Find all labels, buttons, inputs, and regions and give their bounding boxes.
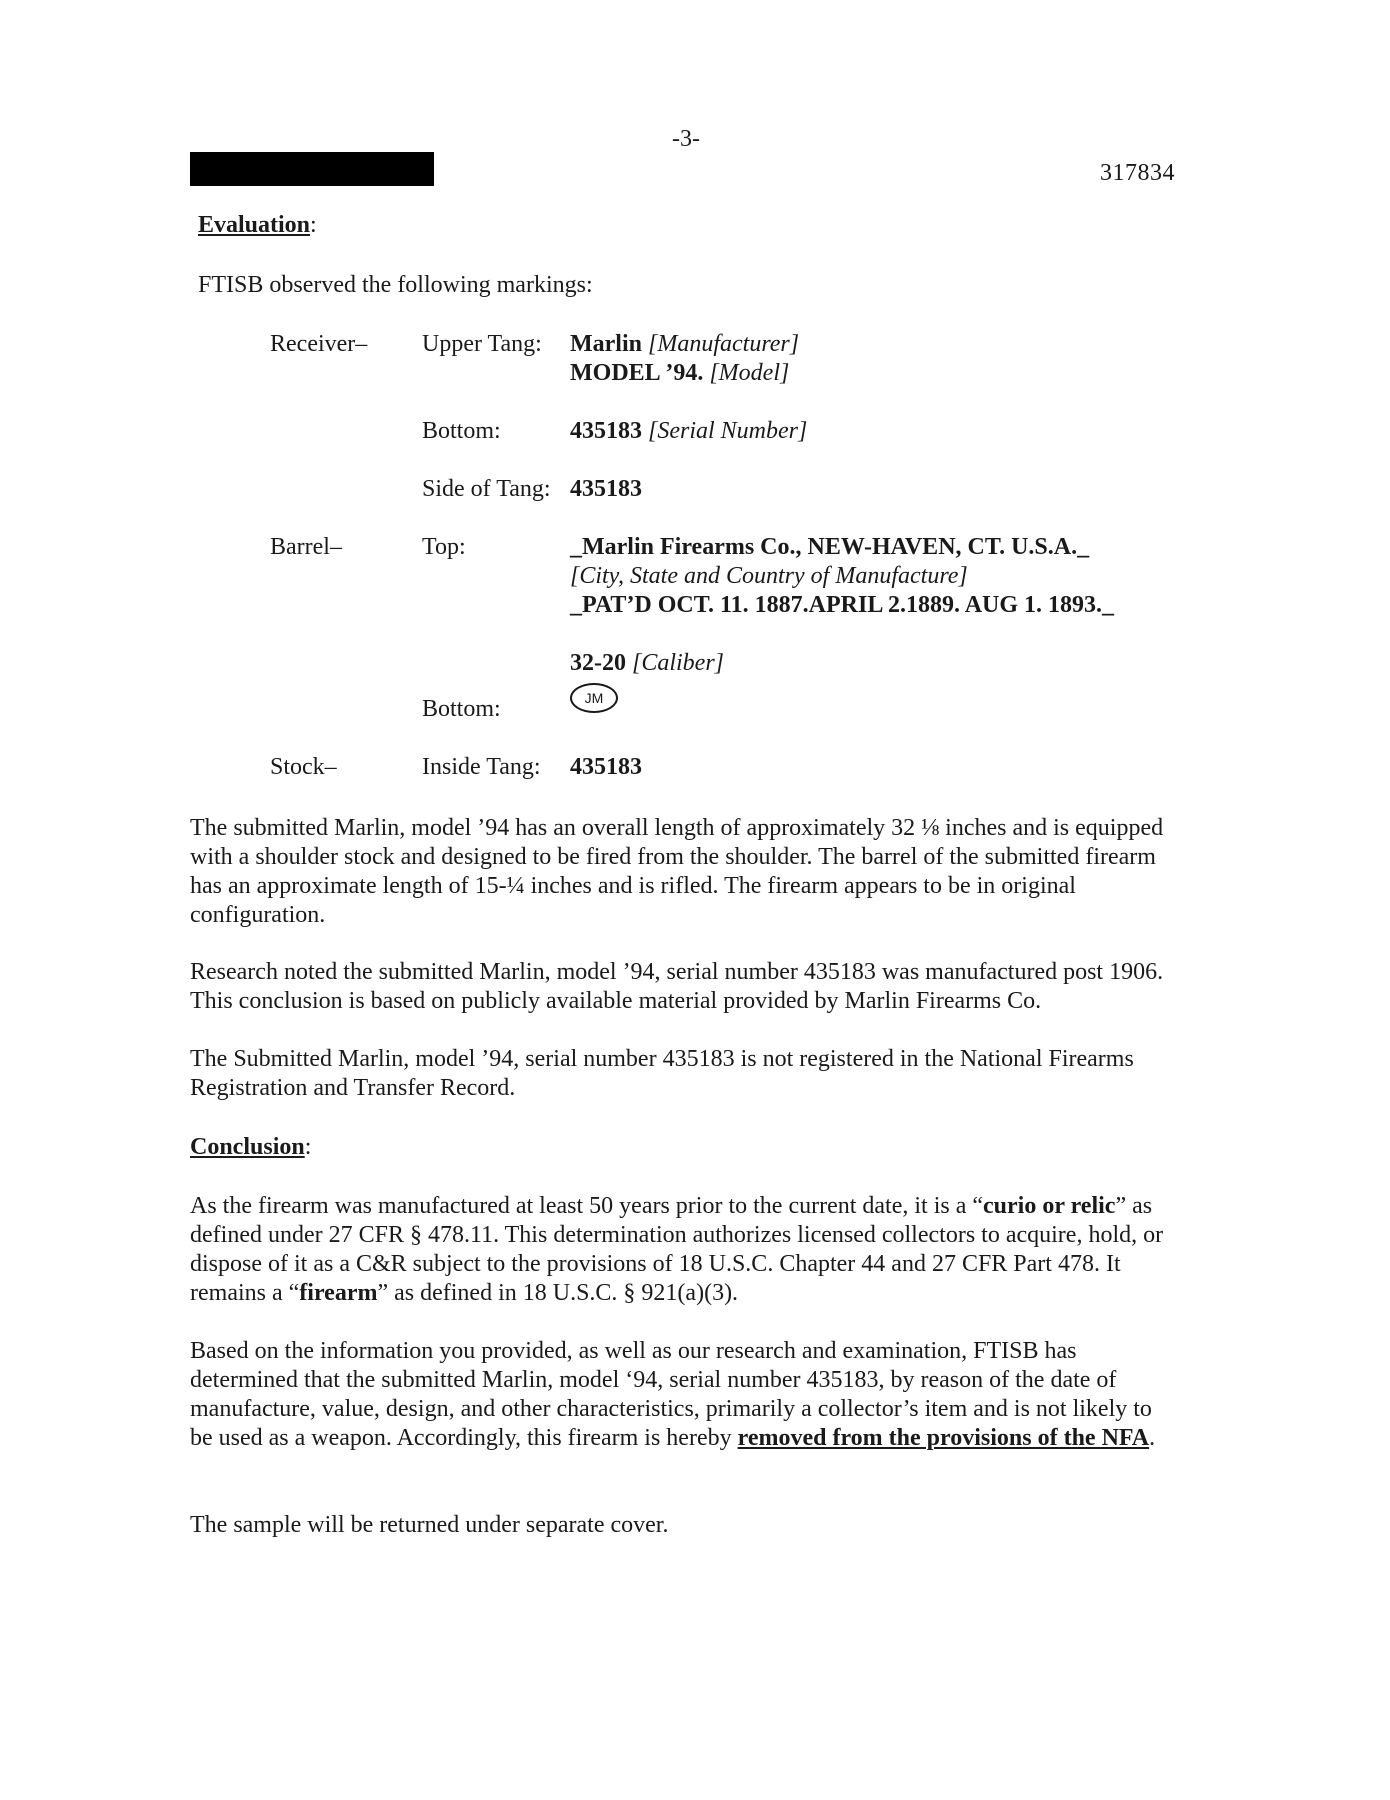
paragraph-research: Research noted the submitted Marlin, model ’94, serial number 435183 was manufactured post 1906. This conclusion is based on publicly available material provided by Marlin Firearms Co. bbox=[190, 959, 1164, 1014]
side-tang-value: 435183 bbox=[570, 476, 642, 502]
receiver-bottom-label: Bottom: bbox=[422, 418, 501, 444]
paragraph-curio-relic bbox=[190, 1192, 1180, 1308]
inside-tang-label: Inside Tang: bbox=[422, 754, 541, 780]
paragraph-registration: The Submitted Marlin, model ’94, serial number 435183 is not registered in the National Firearms Registration and Transfer Record. bbox=[190, 1046, 1134, 1101]
side-tang-label: Side of Tang: bbox=[422, 476, 551, 502]
barrel-top-note: [City, State and Country of Manufacture] bbox=[570, 563, 968, 589]
barrel-bottom-label: Bottom: bbox=[422, 696, 501, 722]
model-note: [Model] bbox=[709, 360, 790, 386]
caliber-note: [Caliber] bbox=[632, 650, 725, 676]
barrel-top-value2: _PAT’D OCT. 11. 1887.APRIL 2.1889. AUG 1. 1893._ bbox=[570, 592, 1115, 618]
curio-or-relic-term: curio or relic bbox=[983, 1193, 1116, 1219]
evaluation-heading bbox=[198, 212, 317, 239]
serial-number-row bbox=[570, 418, 807, 445]
inside-tang-value: 435183 bbox=[570, 754, 642, 780]
removed-from-nfa-term: removed from the provisions of the NFA bbox=[737, 1425, 1150, 1451]
upper-tang-label: Upper Tang: bbox=[422, 331, 542, 357]
barrel-top-value1: _Marlin Firearms Co., NEW-HAVEN, CT. U.S.A._ bbox=[570, 534, 1090, 560]
conclusion-heading-colon: : bbox=[304, 1134, 312, 1160]
redaction-block bbox=[190, 152, 434, 186]
receiver-label: Receiver– bbox=[270, 331, 368, 357]
stock-label: Stock– bbox=[270, 754, 337, 780]
curio-text-a: As the firearm was manufactured at least 50 years prior to the current date, it is a “ bbox=[190, 1193, 984, 1219]
evaluation-heading-text: Evaluation bbox=[198, 212, 311, 238]
evaluation-heading-colon: : bbox=[310, 212, 317, 238]
barrel-label: Barrel– bbox=[270, 534, 342, 560]
paragraph-sample-returned: The sample will be returned under separate cover. bbox=[190, 1512, 669, 1538]
determination-text-a: Based on the information you provided, as well as our research and examination, FTISB has determined that the submitted Marlin, model ‘94, serial number 435183, by reason of the date of manufacture, value, design, and other characteristics, primarily a collector’s item and is not likely to be used as a weapon. Accordingly, this firearm is hereby bbox=[190, 1338, 1152, 1451]
upper-tang-value1 bbox=[570, 331, 799, 358]
upper-tang-value2 bbox=[570, 360, 789, 387]
caliber-row bbox=[570, 650, 724, 677]
jm-stamp-icon: JM bbox=[570, 683, 618, 713]
curio-text-e: ” as defined in 18 U.S.C. § 921(a)(3). bbox=[377, 1280, 739, 1306]
manufacturer-note: [Manufacturer] bbox=[648, 331, 800, 357]
determination-text-c: . bbox=[1149, 1425, 1156, 1451]
page-number: -3- bbox=[672, 126, 700, 152]
evaluation-intro: FTISB observed the following markings: bbox=[198, 272, 593, 298]
firearm-term: firearm bbox=[299, 1280, 378, 1306]
serial-number-note: [Serial Number] bbox=[648, 418, 808, 444]
paragraph-determination bbox=[190, 1337, 1180, 1453]
conclusion-heading-text: Conclusion bbox=[190, 1134, 305, 1160]
caliber-value: 32-20 bbox=[570, 650, 626, 676]
curio-text-c: ” as defined under 27 CFR § 478.11. This determination authorizes licensed collectors to acquire, hold, or dispose of it as a C&R subject to the provisions of 18 U.S.C. Chapter 44 and 27 CFR Part 478. It remains a “ bbox=[190, 1193, 1164, 1306]
serial-number-value: 435183 bbox=[570, 418, 642, 444]
document-number: 317834 bbox=[1100, 160, 1175, 186]
barrel-top-label: Top: bbox=[422, 534, 466, 560]
conclusion-heading bbox=[190, 1134, 311, 1161]
paragraph-description: The submitted Marlin, model ’94 has an overall length of approximately 32 ⅛ inches and is equipped with a shoulder stock and designed to be fired from the shoulder. The barrel of the submitted firearm has an approximate length of 15-¼ inches and is rifled. The firearm appears to be in original configuration. bbox=[190, 815, 1164, 928]
manufacturer-value: Marlin bbox=[570, 331, 642, 357]
model-value: MODEL ’94. bbox=[570, 360, 704, 386]
